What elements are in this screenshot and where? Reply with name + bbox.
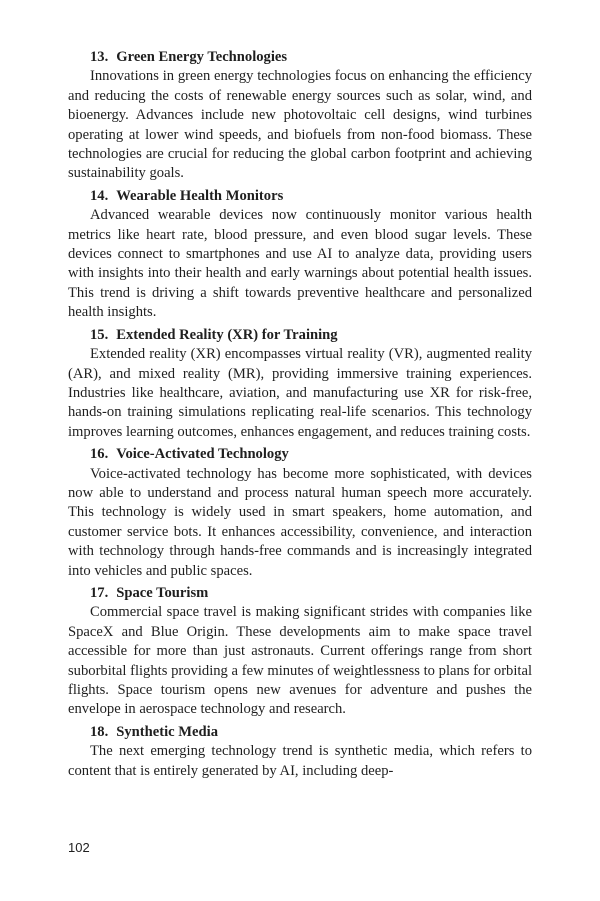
section-body: Commercial space travel is making significant strides with companies like SpaceX and Blue Origin. These developments aim to make space travel accessible for more than just astronauts. Current offerings range from short suborbital flights providing a few minutes of weightlessness to plans for orbital flights. Space tourism opens new avenues for adventure and pushes the envelope in aerospace technology and research. [68, 604, 532, 718]
section-synthetic-media [68, 723, 532, 781]
section-title: Space Tourism [116, 584, 209, 601]
section-body: Innovations in green energy technologies focus on enhancing the efficiency and reducing the costs of renewable energy sources such as solar, wind, and bioenergy. Advances include new photovoltaic cell designs, wind turbines operating at lower wind speeds, and biofuels from non-food biomass. These technologies are crucial for reducing the global carbon footprint and achieving sustainability goals. [68, 68, 532, 182]
section-number: 15. [90, 326, 109, 343]
section-number: 17. [90, 584, 109, 601]
section-heading [68, 445, 532, 464]
section-title: Synthetic Media [116, 723, 218, 740]
section-heading [68, 48, 532, 67]
section-number: 16. [90, 446, 109, 463]
section-number: 13. [90, 49, 109, 65]
section-body: The next emerging technology trend is synthetic media, which refers to content that is entirely generated by AI, including deep- [68, 743, 532, 779]
section-heading [68, 584, 532, 603]
section-title: Wearable Health Monitors [116, 187, 284, 204]
section-body: Voice-activated technology has become more sophisticated, with devices now able to understand and process natural human speech more accurately. This technology is widely used in smart speakers, home automation, and customer service bots. It enhances accessibility, convenience, and interaction with technology through hands-free commands and is increasingly integrated into vehicles and public spaces. [68, 465, 532, 579]
section-heading [68, 723, 532, 742]
section-title: Extended Reality (XR) for Training [116, 326, 338, 343]
section-title: Voice-Activated Technology [116, 446, 289, 463]
section-wearable-health [68, 187, 532, 323]
page-number: 102 [68, 840, 90, 855]
section-voice-activated [68, 445, 532, 581]
section-title: Green Energy Technologies [116, 49, 288, 65]
section-number: 18. [90, 723, 109, 740]
section-space-tourism [68, 584, 532, 720]
section-heading [68, 326, 532, 345]
section-number: 14. [90, 187, 109, 204]
page-content [68, 48, 532, 784]
section-body: Advanced wearable devices now continuously monitor various health metrics like heart rate, blood pressure, and even blood sugar levels. These devices connect to smartphones and use AI to analyze data, providing users with insights into their health and early warnings about potential health issues. This trend is driving a shift towards preventive healthcare and personalized health insights. [68, 207, 532, 321]
section-heading [68, 187, 532, 206]
section-extended-reality [68, 326, 532, 442]
section-body: Extended reality (XR) encompasses virtual reality (VR), augmented reality (AR), and mixed reality (MR), providing immersive training experiences. Industries like healthcare, aviation, and manufacturing use XR for risk-free, hands-on training simulations replicating real-life scenarios. This technology improves learning outcomes, enhances engagement, and reduces training costs. [68, 346, 532, 440]
section-green-energy [68, 48, 532, 184]
